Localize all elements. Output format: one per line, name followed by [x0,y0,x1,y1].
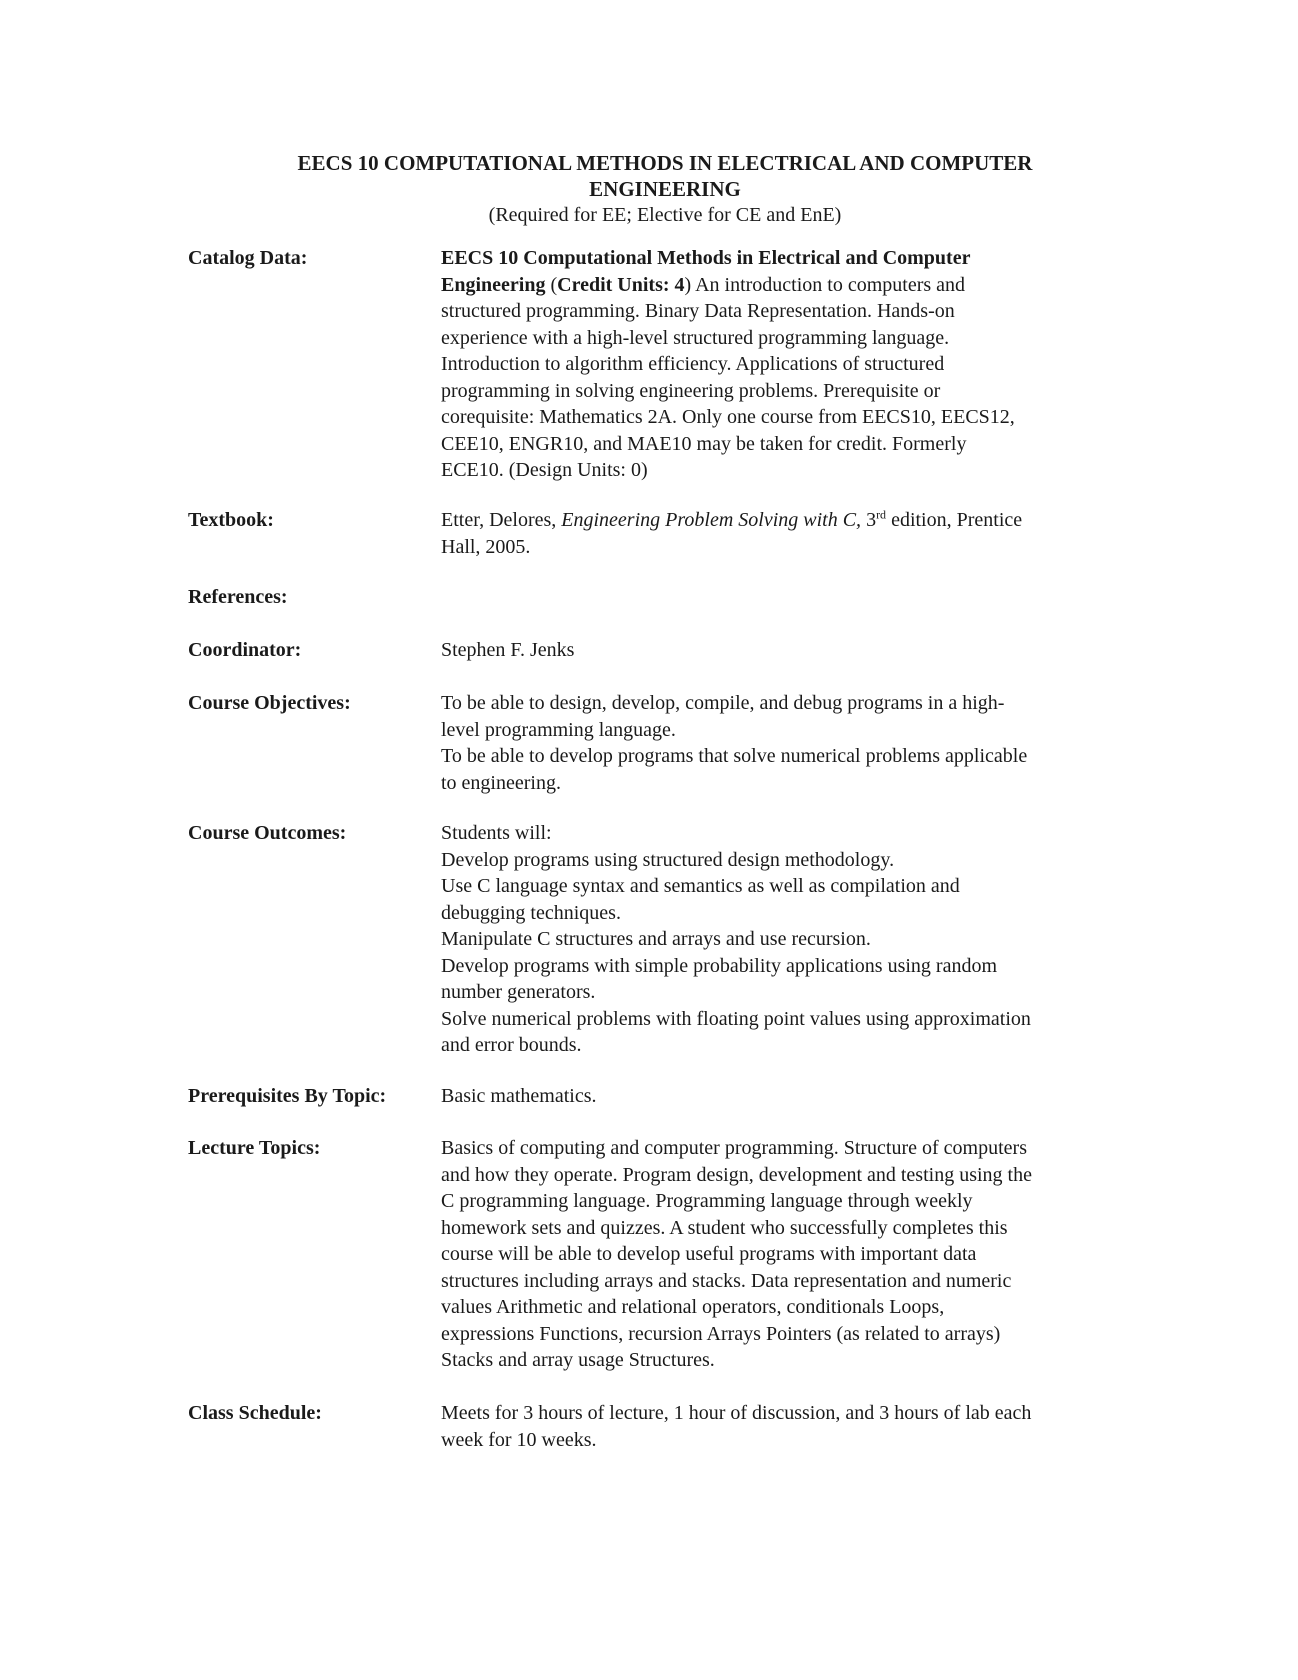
catalog-label: Catalog Data: [188,247,308,269]
schedule-line: Meets for 3 hours of lecture, 1 hour of discussion, and 3 hours of lab each [441,1402,1032,1424]
objectives-label: Course Objectives: [188,692,351,714]
outcomes-line: Solve numerical problems with floating point values using approximation [441,1007,1031,1030]
textbook-title: Engineering Problem Solving with C, [561,509,862,531]
catalog-line-2-rest: ) An introduction to computers and [684,273,966,296]
textbook-content [441,507,1141,560]
lecture-line: C programming language. Programming language through weekly [441,1190,973,1212]
textbook-author: Etter, Delores, [441,509,562,531]
lecture-line: and how they operate. Program design, development and testing using the [441,1163,1032,1186]
lecture-content [441,1135,1141,1374]
catalog-line: programming in solving engineering problems. Prerequisite or [441,379,941,402]
outcomes-line: number generators. [441,981,596,1003]
catalog-line-2 [441,272,1141,299]
coordinator-name: Stephen F. Jenks [441,639,575,661]
catalog-line: CEE10, ENGR10, and MAE10 may be taken for credit. Formerly [441,432,967,455]
lecture-line: Stacks and array usage Structures. [441,1349,715,1371]
outcomes-label: Course Outcomes: [188,822,347,844]
objectives-content [441,690,1141,796]
objectives-line: To be able to design, develop, compile, and debug programs in a high- [441,692,1005,714]
catalog-line: Introduction to algorithm efficiency. Applications of structured [441,353,945,375]
outcomes-content [441,820,1141,1059]
title-line-1: EECS 10 COMPUTATIONAL METHODS IN ELECTRICAL AND COMPUTER [297,151,1033,175]
catalog-line: ECE10. (Design Units: 0) [441,459,648,481]
lecture-line: homework sets and quizzes. A student who successfully completes this [441,1216,1008,1239]
catalog-line: corequisite: Mathematics 2A. Only one course from EECS10, EECS12, [441,406,1015,428]
lecture-line: course will be able to develop useful programs with important data [441,1243,977,1265]
schedule-label: Class Schedule: [188,1402,322,1424]
title-subtitle: (Required for EE; Elective for CE and EnE) [488,204,842,226]
lecture-label: Lecture Topics: [188,1137,321,1159]
lecture-line: structures including arrays and stacks. Data representation and numeric [441,1269,1012,1292]
catalog-bold-line: EECS 10 Computational Methods in Electrical and Computer [441,247,971,269]
catalog-paren: ( [545,273,558,296]
textbook-line-1 [441,507,1141,534]
objectives-line: to engineering. [441,771,561,794]
coordinator-content [441,637,1141,664]
document-title [190,150,1140,228]
prerequisites-content [441,1083,1141,1110]
textbook-label: Textbook: [188,509,274,531]
prerequisites-text: Basic mathematics. [441,1085,597,1107]
schedule-content [441,1400,1141,1453]
outcomes-line: Develop programs using structured design methodology. [441,848,895,871]
references-label: References: [188,586,288,608]
objectives-line: To be able to develop programs that solve numerical problems applicable [441,745,1028,767]
lecture-line: values Arithmetic and relational operators, conditionals Loops, [441,1296,945,1318]
catalog-line: experience with a high-level structured programming language. [441,326,950,349]
coordinator-label: Coordinator: [188,639,302,661]
outcomes-line: Use C language syntax and semantics as well as compilation and [441,875,960,897]
schedule-line: week for 10 weeks. [441,1428,597,1451]
title-line-2: ENGINEERING [589,177,741,201]
outcomes-line: Students will: [441,822,552,844]
outcomes-line: Develop programs with simple probability applications using random [441,954,998,977]
catalog-line: structured programming. Binary Data Representation. Hands-on [441,300,955,322]
objectives-line: level programming language. [441,718,676,741]
prerequisites-label: Prerequisites By Topic: [188,1085,387,1107]
catalog-credit-units: Credit Units: 4 [557,273,685,296]
outcomes-line: and error bounds. [441,1034,582,1056]
lecture-line: Basics of computing and computer programming. Structure of computers [441,1137,1027,1159]
lecture-line: expressions Functions, recursion Arrays Pointers (as related to arrays) [441,1322,1001,1345]
textbook-line-2: Hall, 2005. [441,535,531,558]
textbook-edition-rest: edition, Prentice [886,509,1023,531]
catalog-engineering: Engineering [441,273,546,296]
outcomes-line: Manipulate C structures and arrays and use recursion. [441,928,871,950]
outcomes-line: debugging techniques. [441,901,621,924]
textbook-edition-num: 3 [861,509,877,531]
textbook-edition-sup: rd [876,507,887,522]
catalog-content [441,245,1141,484]
